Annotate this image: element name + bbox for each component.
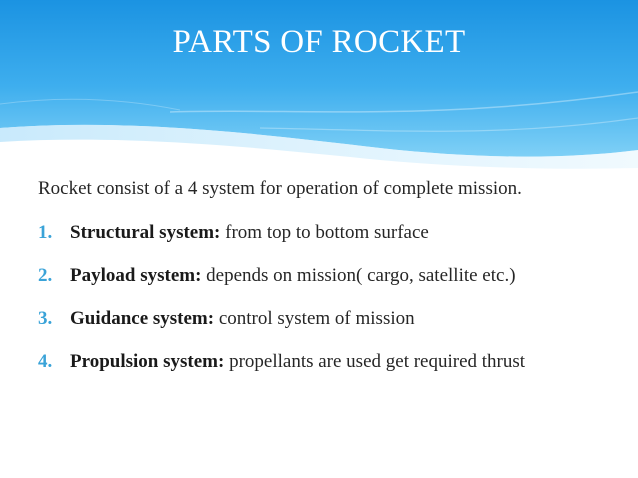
- list-number: 3.: [38, 308, 53, 329]
- list-description: propellants are used get required thrust: [229, 351, 526, 372]
- list-item-structural: [38, 220, 618, 263]
- list-term: Structural system:: [70, 222, 221, 243]
- list-number: 2.: [38, 265, 53, 286]
- intro-text: Rocket consist of a 4 system for operation of complete mission.: [38, 178, 522, 199]
- list-term: Guidance system:: [70, 308, 215, 329]
- list-number: 4.: [38, 351, 53, 372]
- slide-title: PARTS OF ROCKET: [172, 24, 466, 60]
- list-description: from top to bottom surface: [225, 222, 429, 243]
- list-item-guidance: [38, 306, 618, 349]
- list-number: 1.: [38, 222, 53, 243]
- list-item-payload: [38, 263, 618, 306]
- system-list: [38, 220, 618, 392]
- list-term: Propulsion system:: [70, 351, 225, 372]
- list-description: control system of mission: [218, 308, 415, 329]
- list-term: Payload system:: [70, 265, 202, 286]
- list-description: depends on mission( cargo, satellite etc.): [206, 265, 516, 286]
- slide-body: [38, 176, 618, 392]
- list-item-propulsion: [38, 349, 618, 392]
